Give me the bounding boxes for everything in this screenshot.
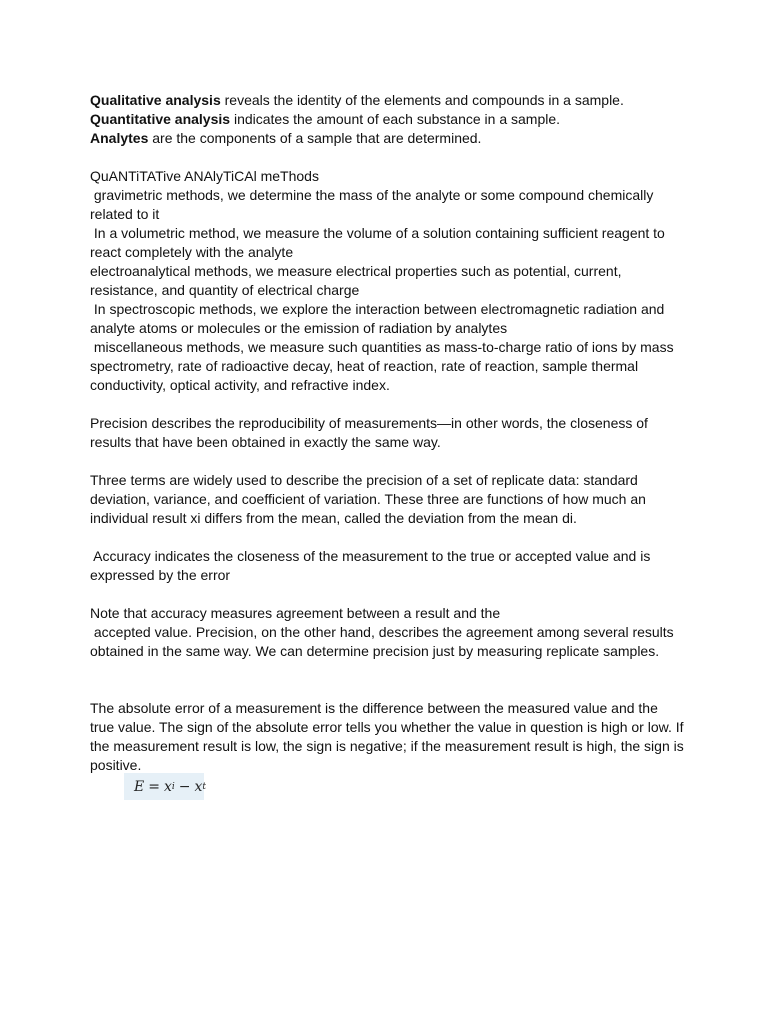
document-body (90, 91, 690, 775)
note-line: Note that accuracy measures agreement between a result and the (90, 605, 501, 621)
definition-term: Analytes (90, 130, 149, 146)
methods-line: conductivity, optical activity, and refractive index. (90, 377, 390, 393)
methods-line: analyte atoms or molecules or the emission of radiation by analytes (90, 320, 508, 336)
methods-line: related to it (90, 206, 160, 222)
formula-equals: = (148, 778, 160, 795)
note-line: accepted value. Precision, on the other hand, describes the agreement among several results (90, 624, 674, 640)
methods-line: react completely with the analyte (90, 244, 294, 260)
formula-term1: x (163, 778, 172, 795)
terms-line: deviation, variance, and coefficient of variation. These three are functions of how much an (90, 491, 646, 507)
definition-line (90, 129, 690, 148)
formula-lhs: E (134, 778, 145, 795)
paragraph-gap (90, 585, 690, 604)
formula-sub2: t (202, 781, 207, 792)
methods-line: In spectroscopic methods, we explore the interaction between electromagnetic radiation and (90, 301, 665, 317)
formula-sub1: i (171, 781, 175, 792)
definition-line (90, 91, 690, 110)
methods-line: In a volumetric method, we measure the volume of a solution containing sufficient reagent to (90, 225, 665, 241)
terms-line: Three terms are widely used to describe the precision of a set of replicate data: standard (90, 472, 638, 488)
terms-line: individual result xi differs from the mean, called the deviation from the mean di. (90, 510, 577, 526)
precision-line: results that have been obtained in exactly the same way. (90, 434, 441, 450)
accuracy-line: Accuracy indicates the closeness of the measurement to the true or accepted value and is (90, 548, 651, 564)
methods-line: electroanalytical methods, we measure electrical properties such as potential, current, (90, 263, 622, 279)
paragraph-gap (90, 148, 690, 167)
paragraph-gap (90, 395, 690, 414)
paragraph-gap (90, 452, 690, 471)
paragraph-gap (90, 661, 690, 680)
formula-minus: − (178, 778, 191, 795)
definition-term: Qualitative analysis (90, 92, 221, 108)
definition-text: reveals the identity of the elements and compounds in a sample. (220, 92, 624, 108)
absolute-error-line: positive. (90, 757, 142, 773)
absolute-error-formula (124, 773, 207, 800)
formula-term2: x (194, 778, 203, 795)
definition-text: are the components of a sample that are determined. (148, 130, 482, 146)
absolute-error-line: the measurement result is low, the sign is negative; if the measurement result is high, the sign is (90, 738, 684, 754)
definition-term: Quantitative analysis (90, 111, 231, 127)
methods-line: miscellaneous methods, we measure such quantities as mass-to-charge ratio of ions by mass (90, 339, 674, 355)
methods-line: spectrometry, rate of radioactive decay, heat of reaction, rate of reaction, sample thermal (90, 358, 639, 374)
precision-line: Precision describes the reproducibility of measurements—in other words, the closeness of (90, 415, 648, 431)
methods-heading: QuANTiTATive ANAlyTiCAl meThods (90, 168, 319, 184)
definition-line (90, 110, 690, 129)
paragraph-gap (90, 680, 690, 699)
absolute-error-line: The absolute error of a measurement is the difference between the measured value and the (90, 700, 658, 716)
absolute-error-line: true value. The sign of the absolute error tells you whether the value in question is high or low. If (90, 719, 684, 735)
accuracy-line: expressed by the error (90, 567, 231, 583)
paragraph-gap (90, 528, 690, 547)
methods-line: resistance, and quantity of electrical charge (90, 282, 360, 298)
methods-line: gravimetric methods, we determine the mass of the analyte or some compound chemically (90, 187, 654, 203)
note-line: obtained in the same way. We can determine precision just by measuring replicate samples. (90, 643, 660, 659)
definition-text: indicates the amount of each substance in a sample. (230, 111, 561, 127)
